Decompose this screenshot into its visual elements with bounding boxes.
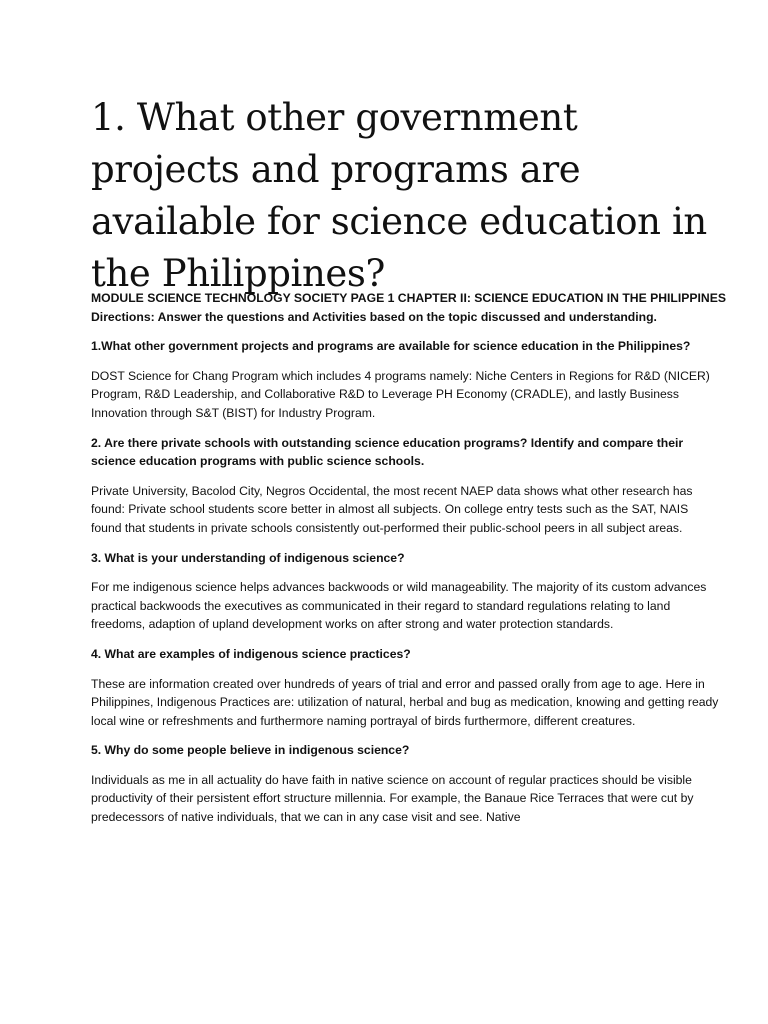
- document-body: [91, 289, 726, 838]
- module-title: MODULE SCIENCE TECHNOLOGY SOCIETY PAGE 1 CHAPTER II: SCIENCE EDUCATION IN THE PHILIPPINES: [91, 291, 726, 305]
- directions-text: Directions: Answer the questions and Activities based on the topic discussed and understanding.: [91, 309, 657, 324]
- page-heading: 1. What other government projects and programs are available for science education in the Philippines?: [91, 96, 707, 295]
- answer-1: DOST Science for Chang Program which includes 4 programs namely: Niche Centers in Regions for R&D (NICER) Program, R&D Leadership, and Collaborative R&D to Leverage PH Economy (CRADLE), and lastly Business Innovation through S&T (BIST) for Industry Program.: [91, 368, 710, 420]
- module-header: [91, 289, 726, 326]
- answer-4: These are information created over hundreds of years of trial and error and passed orally from age to age. Here in Philippines, Indigenous Practices are: utilization of natural, herbal and bug as medication, knowing and getting ready local wine or refreshments and furthermore naming portrayal of birds furthermore, different creatures.: [91, 676, 719, 728]
- question-4: 4. What are examples of indigenous science practices?: [91, 646, 411, 661]
- answer-2: Private University, Bacolod City, Negros Occidental, the most recent NAEP data shows what other research has found: Private school students score better in almost all subjects. On college entry tests such as the SAT, NAIS found that students in private schools consistently out-performed their public-school peers in all subject areas.: [91, 483, 693, 535]
- answer-5: Individuals as me in all actuality do have faith in native science on account of regular practices should be visible productivity of their persistent effort structure millennia. For example, the Banaue Rice Terraces that were cut by predecessors of native individuals, that we can in any case visit and see. Native: [91, 772, 694, 825]
- question-5: 5. Why do some people believe in indigenous science?: [91, 743, 410, 758]
- answer-3: For me indigenous science helps advances backwoods or wild manageability. The majority of its custom advances practical backwoods the executives as communicated in their regard to standard regulations relating to land freedoms, adaption of upland development works on after strong and water protection standards.: [91, 580, 707, 632]
- question-2: 2. Are there private schools with outstanding science education programs? Identify and compare their science education programs with public science schools.: [91, 435, 684, 469]
- question-1: 1.What other government projects and programs are available for science education in the Philippines?: [91, 339, 691, 354]
- question-3: 3. What is your understanding of indigenous science?: [91, 550, 405, 565]
